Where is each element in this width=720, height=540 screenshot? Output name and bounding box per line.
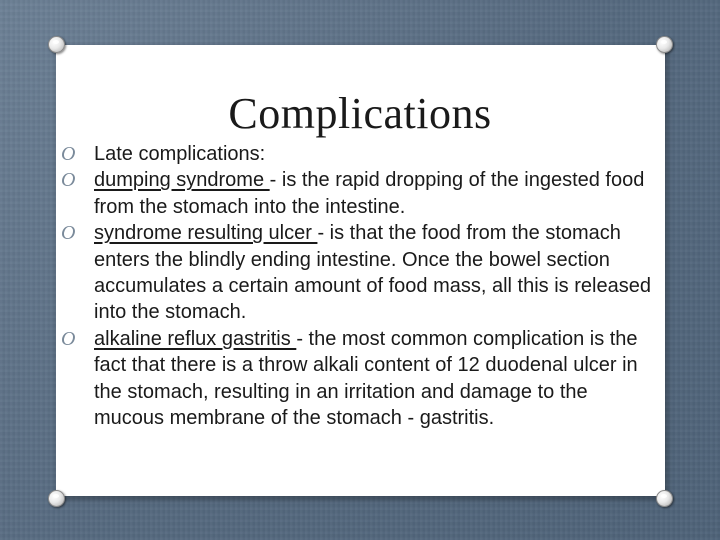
item-text: - the most common complication is the fact that there is a throw alkali content of 12 duodenal ulcer in the stomach, resulting in an irritation and damage to the mucous membrane of the stomach - gastritis. [94,327,638,430]
list-item [61,167,661,220]
item-term: dumping syndrome [94,169,270,192]
bullet-icon: O [61,327,76,350]
item-term: syndrome resulting ulcer [94,222,318,245]
bullet-icon: O [61,143,76,165]
pin-icon [656,36,673,53]
item-text: Late complications: [94,143,266,165]
bullet-list [61,141,661,431]
list-item [61,326,661,432]
slide-title: Complications [228,89,492,138]
pin-icon [656,490,673,507]
item-text: - is that the food from the stomach enters the blindly ending intestine. Once the bowel section accumulates a certain amount of food mass, all this is released into the stomach. [94,222,651,324]
item-term: alkaline reflux gastritis [94,327,297,350]
bullet-icon: O [61,222,76,245]
item-text: - is the rapid dropping of the ingested food from the stomach into the intestine. [94,169,645,218]
pin-icon [48,36,65,53]
list-item [61,141,661,167]
pin-icon [48,490,65,507]
bullet-icon: O [61,169,76,192]
list-item [61,220,661,326]
